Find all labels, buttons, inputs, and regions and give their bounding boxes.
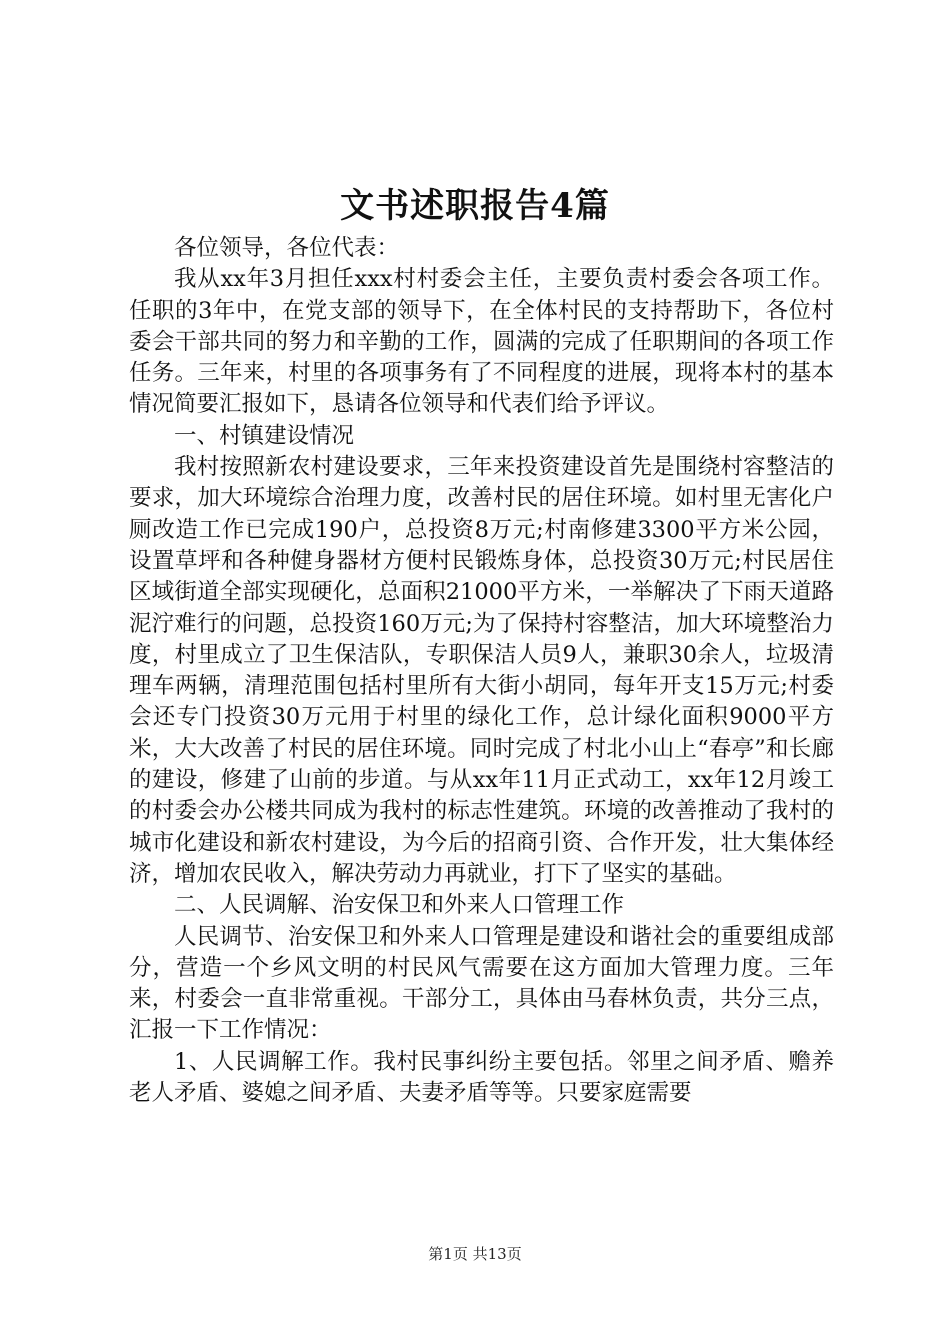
document-body — [129, 233, 834, 1109]
section-heading-2: 二、人民调解、治安保卫和外来人口管理工作 — [174, 892, 625, 919]
section-heading-1: 一、村镇建设情况 — [174, 422, 355, 449]
paragraph-mediation-intro: 人民调节、治安保卫和外来人口管理是建设和谐社会的重要组成部分，营造一个乡风文明的村民风气需要在这方面加大管理力度。三年来，村委会一直非常重视。干部分工，具体由马春林负责，共分三点，汇报一下工作情况： — [129, 923, 834, 1044]
paragraph-mediation-1: 1、人民调解工作。我村民事纠纷主要包括。邻里之间矛盾、赡养老人矛盾、婆媳之间矛盾、夫妻矛盾等等。只要家庭需要 — [129, 1048, 834, 1107]
paragraph-salutation: 各位领导，各位代表： — [174, 235, 400, 261]
paragraph-construction: 我村按照新农村建设要求，三年来投资建设首先是围绕村容整洁的要求，加大环境综合治理力度，改善村民的居住环境。如村里无害化户厕改造工作已完成190户，总投资8万元;村南修建3300平方米公园，设置草坪和各种健身器材方便村民锻炼身体，总投资30万元;村民居住区域街道全部实现硬化，总面积21000平方米，一举解决了下雨天道路泥泞难行的问题，总投资160万元;为了保持村容整洁，加大环境整治力度，村里成立了卫生保洁队，专职保洁人员9人，兼职30余人，垃圾清理车两辆，清理范围包括村里所有大街小胡同，每年开支15万元;村委会还专门投资30万元用于村里的绿化工作，总计绿化面积9000平方米，大大改善了村民的居住环境。同时完成了村北小山上“春亭”和长廊的建设，修建了山前的步道。与从xx年11月正式动工，xx年12月竣工的村委会办公楼共同成为我村的标志性建筑。环境的改善推动了我村的城市化建设和新农村建设，为今后的招商引资、合作开发，壮大集体经济，增加农民收入，解决劳动力再就业，打下了坚实的基础。 — [129, 454, 834, 887]
paragraph-intro: 我从xx年3月担任xxx村村委会主任，主要负责村委会各项工作。任职的3年中，在党支部的领导下，在全体村民的支持帮助下，各位村委会干部共同的努力和辛勤的工作，圆满的完成了任职期间的各项工作任务。三年来，村里的各项事务有了不同程度的进展，现将本村的基本情况简要汇报如下，恳请各位领导和代表们给予评议。 — [129, 266, 834, 418]
page-footer: 第1页 共13页 — [428, 1245, 522, 1263]
document-title: 文书述职报告4篇 — [340, 186, 610, 226]
